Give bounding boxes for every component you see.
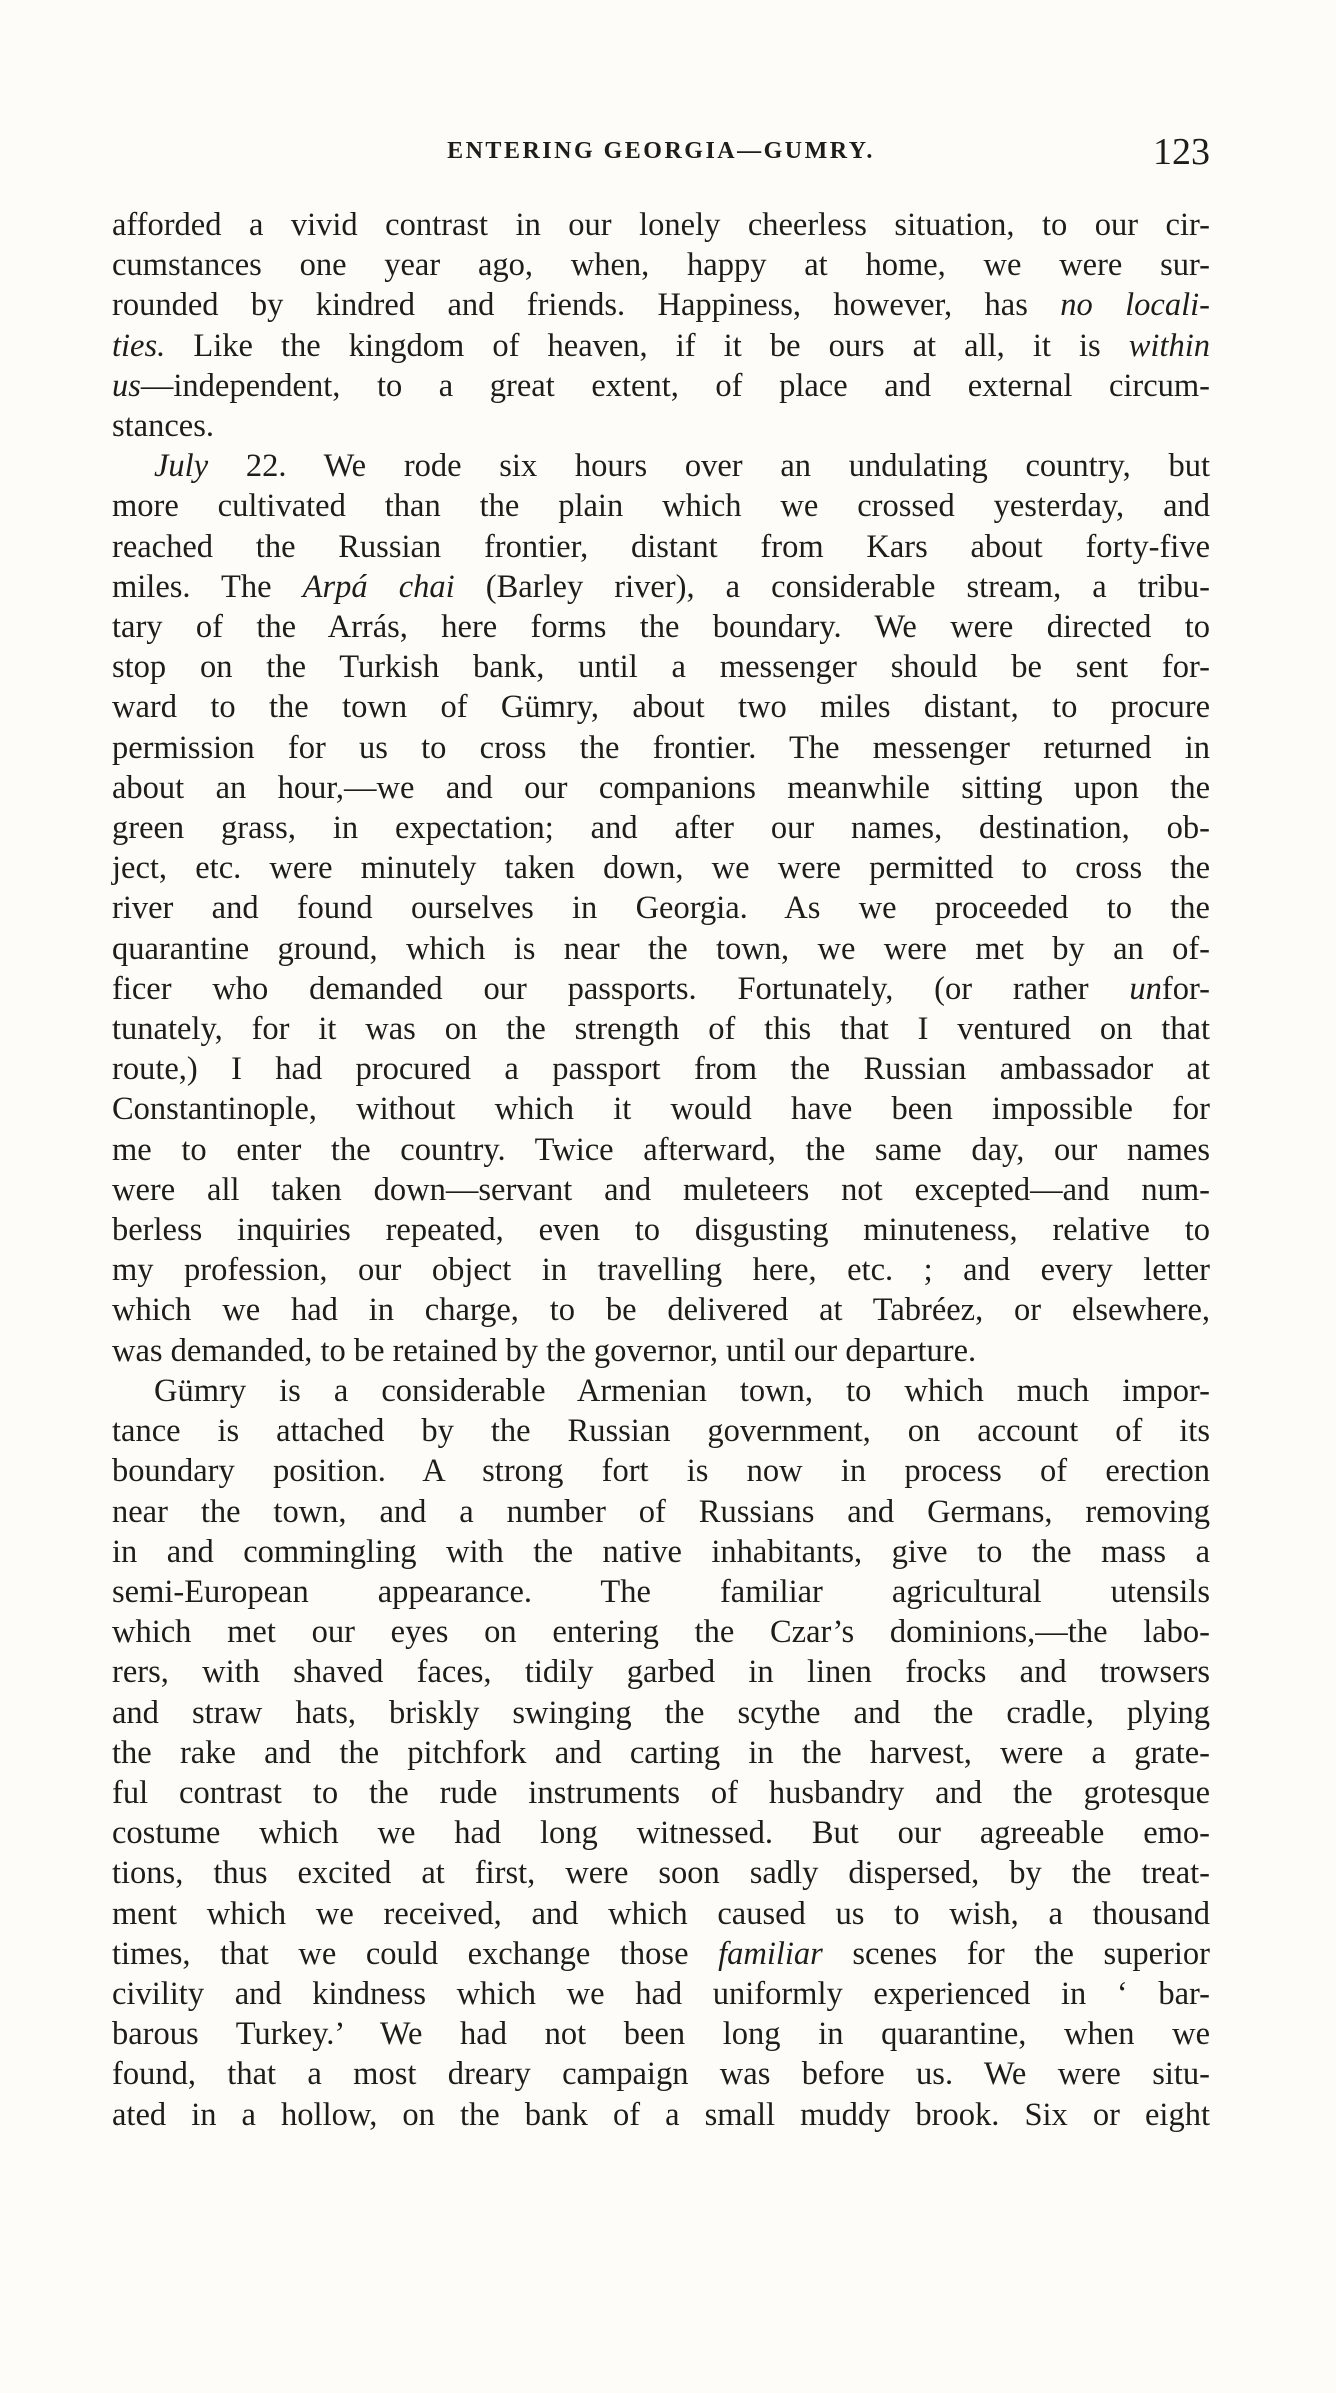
text-line bbox=[112, 1813, 1210, 1853]
line-text: the rake and the pitchfork and carting in the harvest, were a grate- bbox=[112, 1734, 1210, 1771]
italic-text: within bbox=[1128, 327, 1210, 364]
line-text: rounded by kindred and friends. Happiness, however, has bbox=[112, 287, 1061, 324]
line-text: berless inquiries repeated, even to disgusting minuteness, relative to bbox=[112, 1212, 1210, 1249]
text-line bbox=[112, 1652, 1210, 1692]
text-line bbox=[112, 527, 1210, 567]
text-line bbox=[112, 1451, 1210, 1491]
line-text: more cultivated than the plain which we crossed yesterday, and bbox=[112, 488, 1210, 525]
line-text: tance is attached by the Russian government, on account of its bbox=[112, 1413, 1210, 1450]
text-line bbox=[112, 1853, 1210, 1893]
line-text: rers, with shaved faces, tidily garbed in linen frocks and trowsers bbox=[112, 1654, 1210, 1691]
line-text: for- bbox=[1161, 970, 1210, 1007]
line-text: semi-European appearance. The familiar agricultural utensils bbox=[112, 1573, 1210, 1610]
line-text: reached the Russian frontier, distant from Kars about forty-five bbox=[112, 528, 1210, 565]
line-text: ficer who demanded our passports. Fortunately, (or rather bbox=[112, 970, 1130, 1007]
text-line bbox=[112, 888, 1210, 928]
line-text: Like the kingdom of heaven, if it be ours at all, it is bbox=[165, 327, 1129, 364]
text-line bbox=[112, 848, 1210, 888]
line-text: miles. The bbox=[112, 568, 303, 605]
text-line bbox=[112, 1331, 1210, 1371]
text-line bbox=[112, 1089, 1210, 1129]
text-line bbox=[112, 1773, 1210, 1813]
line-text: route,) I had procured a passport from the Russian ambassador at bbox=[112, 1051, 1210, 1088]
line-text: near the town, and a number of Russians and Germans, removing bbox=[112, 1493, 1210, 1530]
line-text: my profession, our object in travelling here, etc. ; and every letter bbox=[112, 1252, 1210, 1289]
text-line bbox=[112, 2095, 1210, 2135]
text-line bbox=[112, 1934, 1210, 1974]
line-text: scenes for the superior bbox=[822, 1935, 1210, 1972]
line-text: ject, etc. were minutely taken down, we were permitted to cross the bbox=[112, 850, 1210, 887]
text-line bbox=[112, 1572, 1210, 1612]
line-text: ated in a hollow, on the bank of a small muddy brook. Six or eight bbox=[112, 2096, 1210, 2133]
text-line bbox=[112, 406, 1210, 446]
text-line bbox=[112, 1290, 1210, 1330]
text-line bbox=[112, 607, 1210, 647]
line-text: (Barley river), a considerable stream, a tribu- bbox=[454, 568, 1210, 605]
line-text: permission for us to cross the frontier. The messenger returned in bbox=[112, 729, 1210, 766]
line-text: 22. We rode six hours over an undulating country, but bbox=[208, 448, 1210, 485]
italic-text: ties. bbox=[112, 327, 166, 364]
line-text: found, that a most dreary campaign was before us. We were situ- bbox=[112, 2056, 1210, 2093]
line-text: stop on the Turkish bank, until a messenger should be sent for- bbox=[112, 649, 1210, 686]
text-line bbox=[112, 969, 1210, 1009]
text-line bbox=[112, 486, 1210, 526]
page-header bbox=[112, 130, 1210, 180]
line-text: quarantine ground, which is near the town, we were met by an of- bbox=[112, 930, 1210, 967]
line-text: ful contrast to the rude instruments of husbandry and the grotesque bbox=[112, 1774, 1210, 1811]
text-line bbox=[112, 687, 1210, 727]
text-line bbox=[112, 1371, 1210, 1411]
text-line bbox=[112, 1974, 1210, 2014]
text-line bbox=[112, 1170, 1210, 1210]
line-text: me to enter the country. Twice afterward, the same day, our names bbox=[112, 1131, 1210, 1168]
line-text: about an hour,—we and our companions meanwhile sitting upon the bbox=[112, 769, 1210, 806]
text-line bbox=[112, 1693, 1210, 1733]
text-line bbox=[112, 808, 1210, 848]
line-text: river and found ourselves in Georgia. As we proceeded to the bbox=[112, 890, 1210, 927]
text-line bbox=[112, 1894, 1210, 1934]
line-text: ward to the town of Gümry, about two miles distant, to procure bbox=[112, 689, 1210, 726]
italic-text: us bbox=[112, 367, 141, 404]
italic-text: Arpá chai bbox=[302, 568, 455, 605]
text-line bbox=[112, 1210, 1210, 1250]
line-text: cumstances one year ago, when, happy at home, we were sur- bbox=[112, 247, 1210, 284]
text-line bbox=[112, 647, 1210, 687]
line-text: civility and kindness which we had uniformly experienced in ‘ bar- bbox=[112, 1975, 1210, 2012]
line-text: in and commingling with the native inhabitants, give to the mass a bbox=[112, 1533, 1210, 1570]
text-line bbox=[112, 326, 1210, 366]
line-text: stances. bbox=[112, 408, 214, 445]
line-text: green grass, in expectation; and after our names, destination, ob- bbox=[112, 810, 1210, 847]
italic-text: July bbox=[154, 448, 209, 485]
text-line bbox=[112, 366, 1210, 406]
line-text: and straw hats, briskly swinging the scythe and the cradle, plying bbox=[112, 1694, 1210, 1731]
text-line bbox=[112, 768, 1210, 808]
italic-text: familiar bbox=[718, 1935, 823, 1972]
text-line bbox=[112, 929, 1210, 969]
text-line bbox=[112, 2054, 1210, 2094]
running-title: ENTERING GEORGIA—GUMRY. bbox=[447, 138, 875, 164]
text-line bbox=[112, 1049, 1210, 1089]
line-text: was demanded, to be retained by the governor, until our departure. bbox=[112, 1332, 977, 1369]
line-text: barous Turkey.’ We had not been long in quarantine, when we bbox=[112, 2016, 1210, 2053]
line-text: costume which we had long witnessed. But our agreeable emo- bbox=[112, 1815, 1210, 1852]
page-number: 123 bbox=[1153, 131, 1210, 173]
text-line bbox=[112, 1009, 1210, 1049]
line-text: which we had in charge, to be delivered at Tabréez, or elsewhere, bbox=[112, 1292, 1210, 1329]
line-text: Gümry is a considerable Armenian town, to which much impor- bbox=[154, 1372, 1210, 1409]
text-line bbox=[112, 1733, 1210, 1773]
text-line bbox=[112, 1492, 1210, 1532]
text-line bbox=[112, 728, 1210, 768]
line-text: tions, thus excited at first, were soon sadly dispersed, by the treat- bbox=[112, 1855, 1210, 1892]
body-text bbox=[112, 205, 1210, 2135]
text-line bbox=[112, 205, 1210, 245]
text-line bbox=[112, 1411, 1210, 1451]
text-line bbox=[112, 2014, 1210, 2054]
line-text: tunately, for it was on the strength of this that I ventured on that bbox=[112, 1011, 1210, 1048]
line-text: afforded a vivid contrast in our lonely cheerless situation, to our cir- bbox=[112, 207, 1210, 243]
line-text: ment which we received, and which caused us to wish, a thousand bbox=[112, 1895, 1210, 1932]
line-text: —independent, to a great extent, of place and external circum- bbox=[140, 367, 1210, 404]
italic-text: no locali- bbox=[1060, 287, 1210, 324]
line-text: tary of the Arrás, here forms the boundary. We were directed to bbox=[112, 609, 1210, 646]
text-line bbox=[112, 245, 1210, 285]
text-line bbox=[112, 285, 1210, 325]
text-line bbox=[112, 1612, 1210, 1652]
line-text: were all taken down—servant and muleteers not excepted—and num- bbox=[112, 1171, 1210, 1208]
text-line bbox=[112, 446, 1210, 486]
text-line bbox=[112, 1130, 1210, 1170]
line-text: which met our eyes on entering the Czar’s dominions,—the labo- bbox=[112, 1614, 1210, 1651]
text-line bbox=[112, 1532, 1210, 1572]
italic-text: un bbox=[1129, 970, 1162, 1007]
line-text: Constantinople, without which it would have been impossible for bbox=[112, 1091, 1210, 1128]
text-line bbox=[112, 1250, 1210, 1290]
line-text: times, that we could exchange those bbox=[112, 1935, 719, 1972]
line-text: boundary position. A strong fort is now in process of erection bbox=[112, 1453, 1210, 1490]
text-line bbox=[112, 567, 1210, 607]
